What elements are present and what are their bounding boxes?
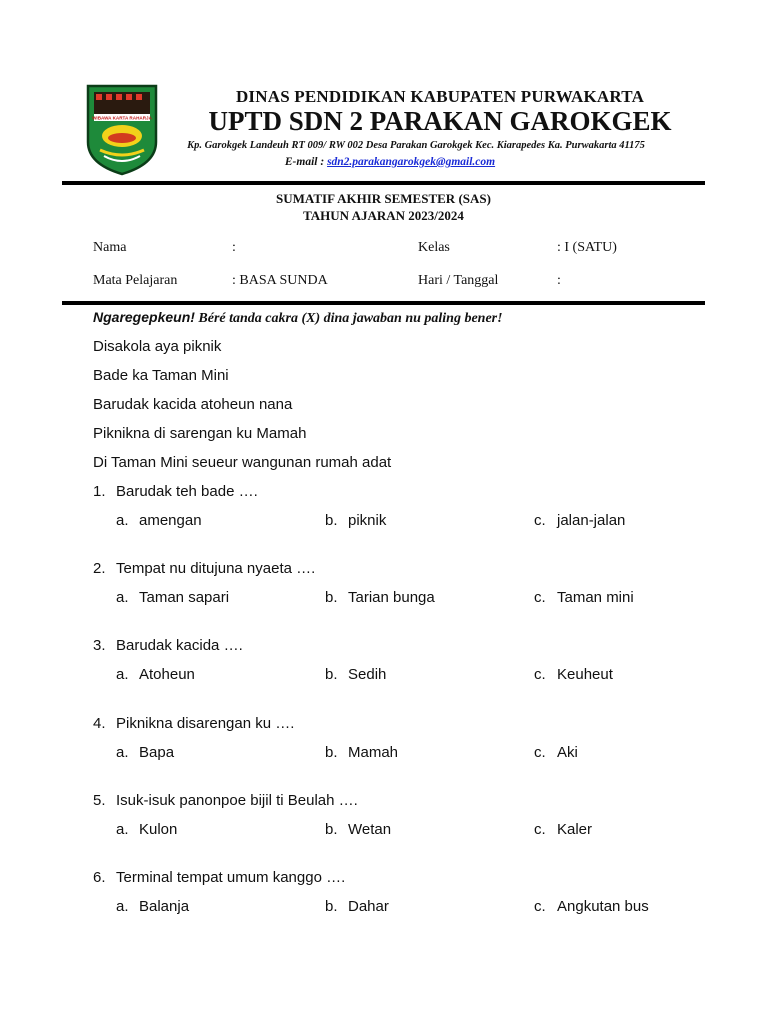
option-text: Mamah (348, 744, 399, 761)
logo-motto: WIBAWA KARTA RAHARJA (92, 115, 152, 121)
option-letter: c. (534, 666, 546, 683)
option-text: Atoheun (139, 666, 195, 683)
header-divider (62, 181, 705, 185)
mapel-label: Mata Pelajaran (93, 273, 178, 288)
nama-label: Nama (93, 240, 127, 255)
question-text: Tempat nu ditujuna nyaeta …. (116, 560, 316, 577)
school-logo (86, 84, 158, 176)
exam-title: SUMATIF AKHIR SEMESTER (SAS) (276, 191, 491, 206)
instruction-text: Béré tanda cakra (X) dina jawaban nu paling bener! (198, 311, 503, 326)
agency-name: DINAS PENDIDIKAN KABUPATEN PURWAKARTA (235, 87, 645, 106)
option-letter: b. (325, 589, 338, 606)
mapel-value: : BASA SUNDA (232, 273, 328, 288)
instruction-lead: Ngaregepkeun! (93, 309, 195, 325)
option-letter: a. (116, 898, 129, 915)
email-label: E-mail : (284, 156, 325, 168)
option-letter: a. (116, 512, 129, 529)
question-text: Isuk-isuk panonpoe bijil ti Beulah …. (116, 792, 358, 809)
option-letter: c. (534, 744, 546, 761)
option-letter: b. (325, 666, 338, 683)
option-text: Angkutan bus (557, 898, 649, 915)
email-link[interactable]: sdn2.parakangarokgek@gmail.com (327, 156, 496, 168)
option-text: Kulon (139, 821, 178, 838)
option-letter: c. (534, 512, 546, 529)
option-text: Sedih (348, 666, 387, 683)
option-letter: b. (325, 821, 338, 838)
option-text: piknik (348, 512, 387, 529)
option-letter: c. (534, 821, 546, 838)
option-letter: a. (116, 821, 129, 838)
option-text: Wetan (348, 821, 392, 838)
option-letter: a. (116, 589, 129, 606)
option-letter: a. (116, 666, 129, 683)
question-text: Piknikna disarengan ku …. (116, 715, 295, 732)
option-text: Aki (557, 744, 578, 761)
option-letter: b. (325, 744, 338, 761)
option-text: Taman mini (557, 589, 634, 606)
question-text: Barudak kacida …. (116, 637, 243, 654)
question-text: Terminal tempat umum kanggo …. (116, 869, 346, 886)
kelas-label: Kelas (418, 240, 450, 255)
option-text: Tarian bunga (348, 589, 435, 606)
instruction (93, 309, 503, 327)
option-text: Balanja (139, 898, 190, 915)
option-text: Bapa (139, 744, 175, 761)
option-letter: a. (116, 744, 129, 761)
story-line: Barudak kacida atoheun nana (93, 396, 293, 413)
story-line: Disakola aya piknik (93, 338, 222, 355)
option-text: Taman sapari (139, 589, 230, 606)
question-number: 5. (93, 792, 106, 809)
story-line: Di Taman Mini seueur wangunan rumah adat (93, 454, 392, 471)
hari-value: : (557, 273, 561, 288)
story-line: Bade ka Taman Mini (93, 367, 229, 384)
school-name: UPTD SDN 2 PARAKAN GAROKGEK (208, 106, 672, 136)
email-line (160, 156, 620, 168)
option-text: Dahar (348, 898, 389, 915)
option-letter: b. (325, 512, 338, 529)
option-letter: c. (534, 589, 546, 606)
option-text: Keuheut (557, 666, 613, 683)
question-number: 4. (93, 715, 106, 732)
option-letter: b. (325, 898, 338, 915)
question-number: 1. (93, 483, 106, 500)
school-address: Kp. Garokgek Landeuh RT 009/ RW 002 Desa Parakan Garokgek Kec. Kiarapedes Ka. Purwakarta 41175 (187, 140, 645, 151)
question-number: 3. (93, 637, 106, 654)
question-number: 6. (93, 869, 106, 886)
kelas-value: : I (SATU) (557, 240, 617, 255)
question-text: Barudak teh bade …. (116, 483, 258, 500)
option-text: jalan-jalan (557, 512, 626, 529)
option-text: amengan (139, 512, 202, 529)
question-number: 2. (93, 560, 106, 577)
option-letter: c. (534, 898, 546, 915)
option-text: Kaler (557, 821, 593, 838)
nama-value: : (232, 240, 236, 255)
hari-label: Hari / Tanggal (418, 273, 499, 288)
story-line: Piknikna di sarengan ku Mamah (93, 425, 307, 442)
academic-year: TAHUN AJARAN 2023/2024 (303, 208, 464, 223)
identity-divider (62, 301, 705, 305)
